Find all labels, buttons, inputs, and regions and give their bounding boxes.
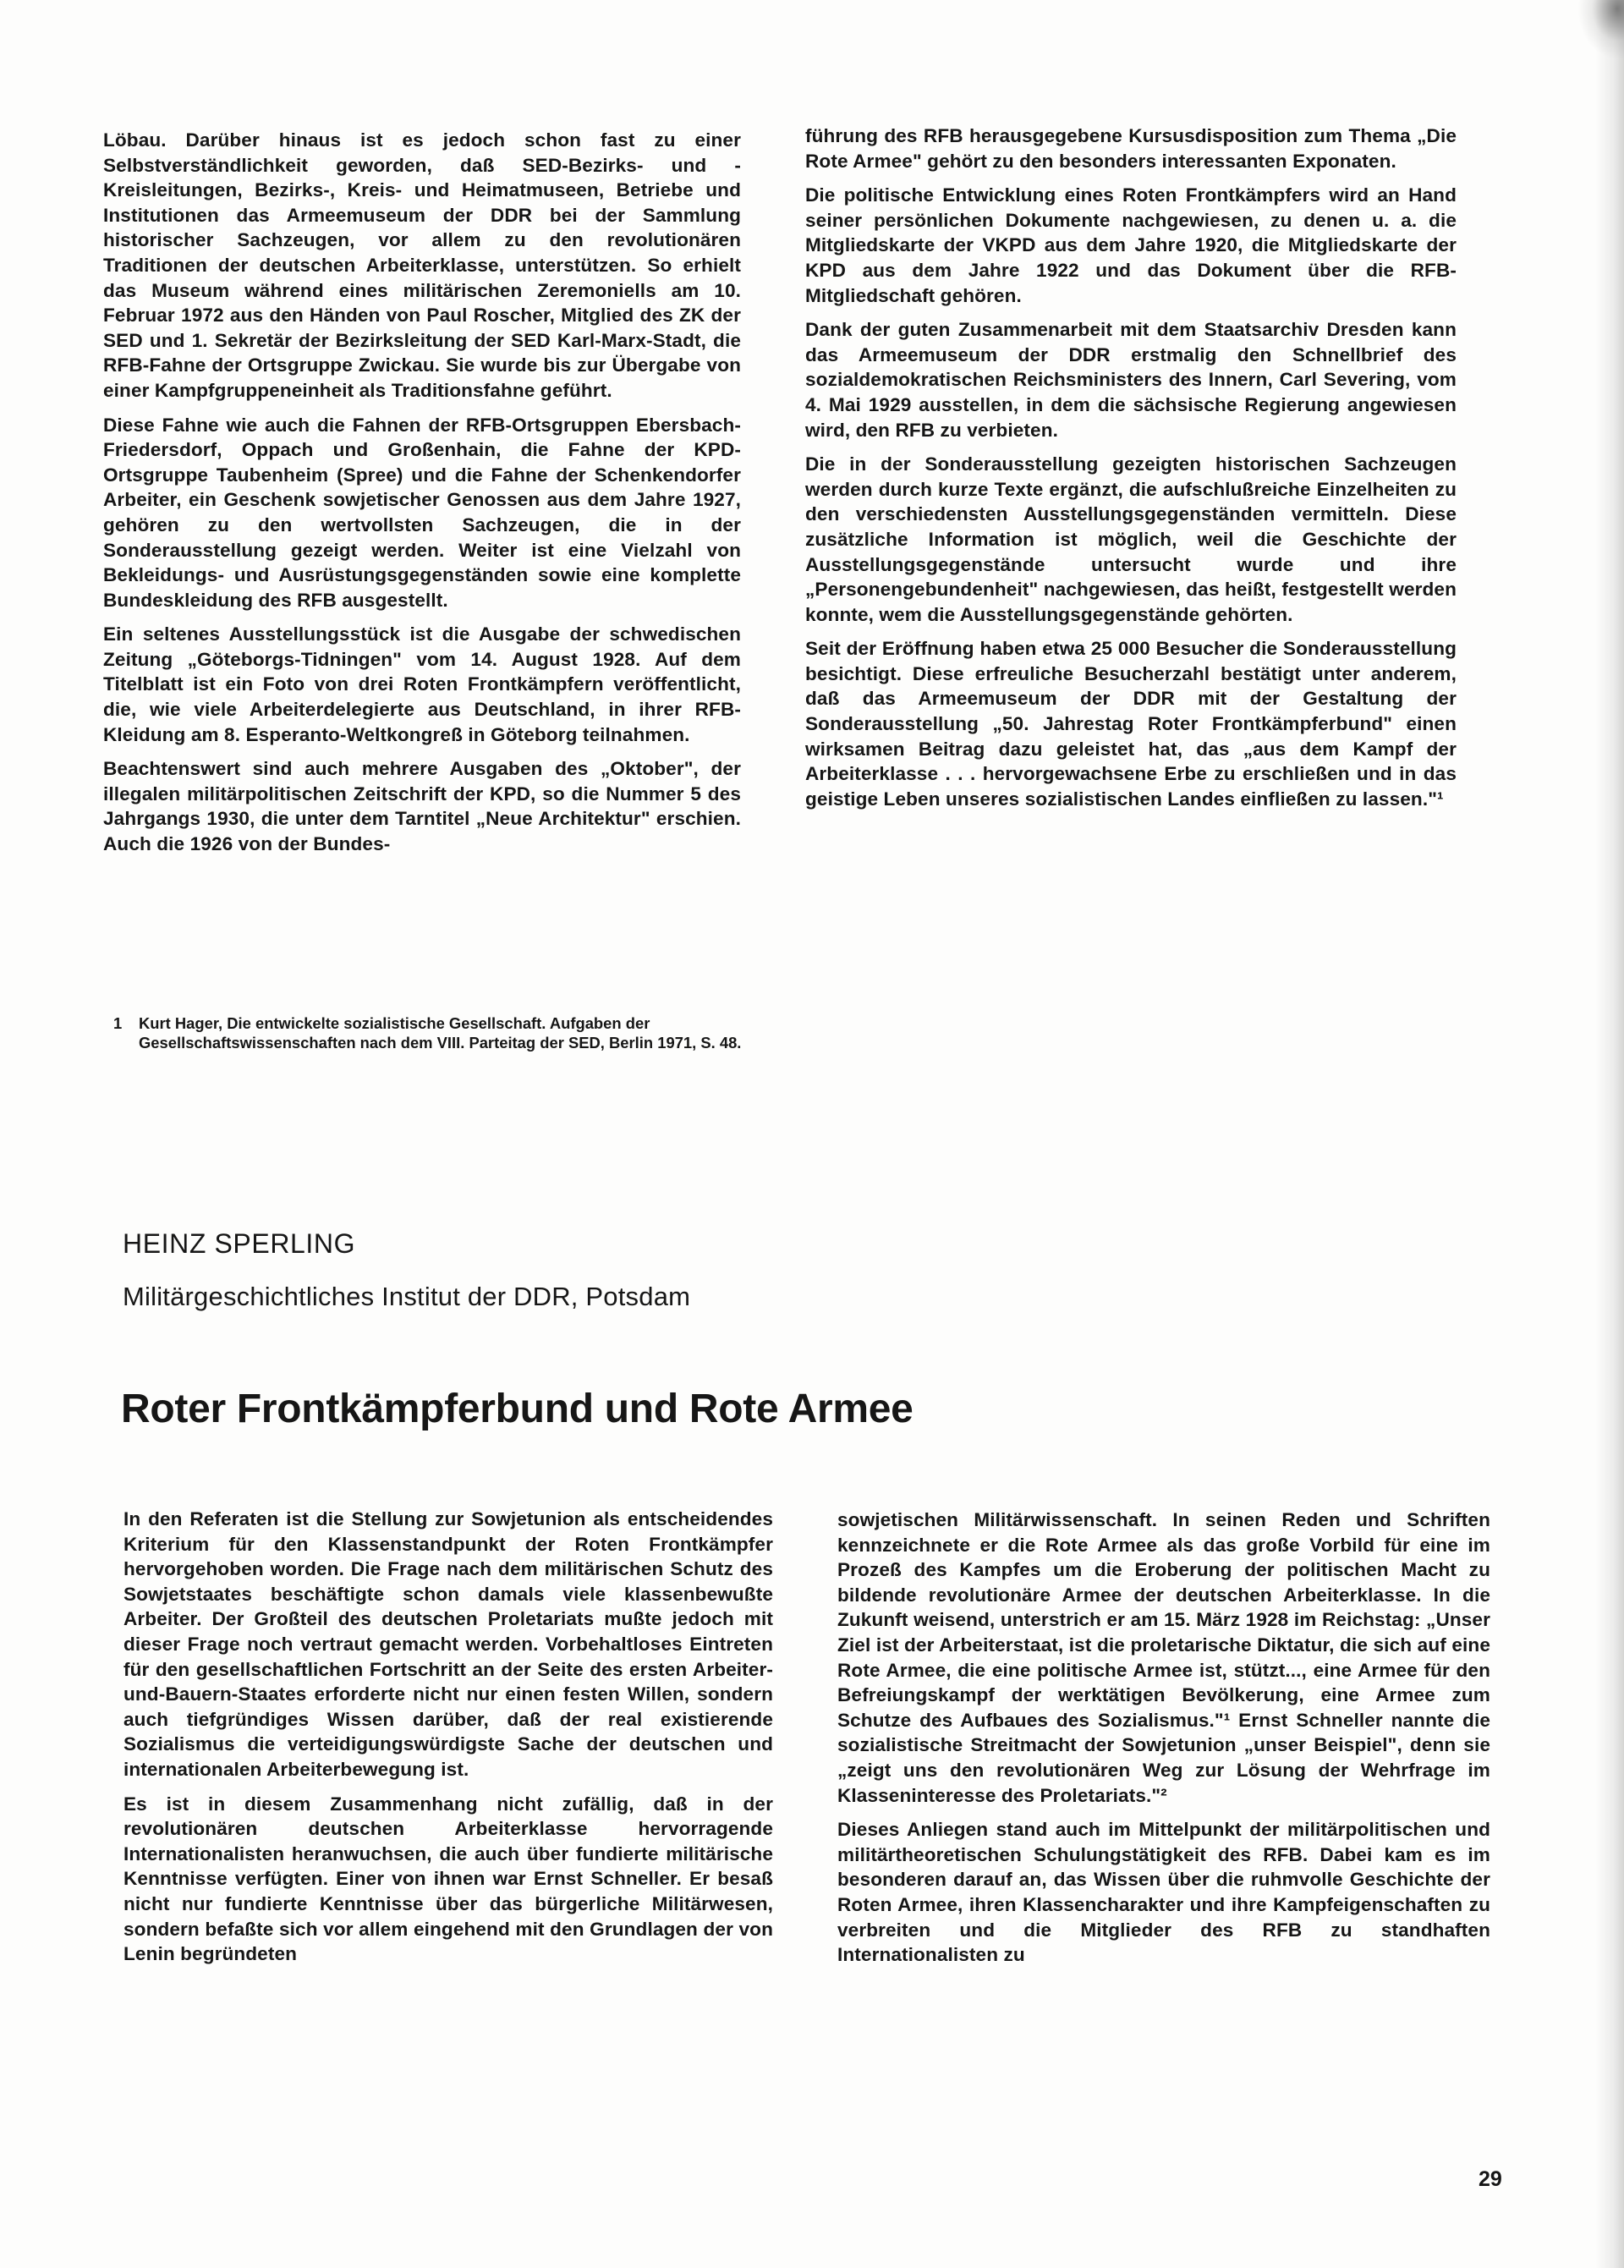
- paragraph: Es ist in diesem Zusammenhang nicht zufällig, daß in der revolutionären deutschen Arbeiterklasse hervorragende Internationalisten heranwuchsen, die auch über fundierte militärische Kenntnisse verfügten. Einer von ihnen war Ernst Schneller. Er besaß nicht nur fundierte Kenntnisse über das bürgerliche Militärwesen, sondern befaßte sich vor allem eingehend mit den Grundlagen der von Lenin begründeten: [123, 1793, 773, 1965]
- scan-speck: [1577, 0, 1624, 59]
- paragraph: Dank der guten Zusammenarbeit mit dem Staatsarchiv Dresden kann das Armeemuseum der DDR erstmalig den Schnellbrief des sozialdemokratischen Reichsministers des Innern, Carl Severing, vom 4. Mai 1929 ausstellen, in dem die sächsische Regierung angewiesen wird, den RFB zu verbieten.: [805, 319, 1457, 441]
- footnote-number: 1: [113, 1014, 123, 1032]
- scan-shadow-edge: [1595, 0, 1624, 2268]
- paragraph: Seit der Eröffnung haben etwa 25 000 Besucher die Sonderausstellung besichtigt. Diese erfreuliche Besucherzahl bestätigt unter anderem, daß das Armeemuseum der DDR mit der Gestaltung der Sonderausstellung „50. Jahrestag Roter Frontkämpferbund" einen wirksamen Beitrag dazu geleistet hat, das „aus dem Kampf der Arbeiterklasse . . . hervorgewachsene Erbe zu erschließen und in das geistige Leben unseres sozialistischen Landes einfließen zu lassen."¹: [805, 638, 1457, 810]
- article-right-column: [837, 1507, 1490, 1977]
- article-title: Roter Frontkämpferbund und Rote Armee: [121, 1387, 914, 1431]
- footnote-text: Kurt Hager, Die entwickelte sozialistische Gesellschaft. Aufgaben der Gesellschaftswissenschaften nach dem VIII. Parteitag der SED, Berlin 1971, S. 48.: [139, 1014, 742, 1052]
- article-author: HEINZ SPERLING: [123, 1228, 356, 1259]
- paragraph: Diese Fahne wie auch die Fahnen der RFB-Ortsgruppen Ebersbach-Friedersdorf, Oppach und Großenhain, die Fahne der KPD-Ortsgruppe Taubenheim (Spree) und die Fahne der Schenkendorfer Arbeiter, ein Geschenk sowjetischer Genossen aus dem Jahre 1927, gehören zu den wertvollsten Sachzeugen, die in der Sonderausstellung gezeigt werden. Weiter ist eine Vielzahl von Bekleidungs- und Ausrüstungsgegenständen sowie eine komplette Bundeskleidung des RFB ausgestellt.: [103, 414, 741, 611]
- paragraph: Ein seltenes Ausstellungsstück ist die Ausgabe der schwedischen Zeitung „Göteborgs-Tidningen" vom 14. August 1928. Auf dem Titelblatt ist ein Foto von drei Roten Frontkämpfern veröffentlicht, die, wie viele Arbeiterdelegierte aus Deutschland, in ihrer RFB-Kleidung am 8. Esperanto-Weltkongreß in Göteborg teilnahmen.: [103, 623, 741, 745]
- article-left-column: [123, 1507, 773, 1976]
- paragraph: Beachtenswert sind auch mehrere Ausgaben des „Oktober", der illegalen militärpolitischen Zeitschrift der KPD, so die Nummer 5 des Jahrgangs 1930, die unter dem Tarntitel „Neue Architektur" erschien. Auch die 1926 von der Bundes-: [103, 758, 741, 855]
- top-right-column: [805, 124, 1457, 821]
- paragraph: Löbau. Darüber hinaus ist es jedoch schon fast zu einer Selbstverständlichkeit geworden, daß SED-Bezirks- und -Kreisleitungen, Bezirks-, Kreis- und Heimatmuseen, Betriebe und Institutionen das Armeemuseum der DDR bei der Sammlung historischer Sachzeugen, vor allem zu den revolutionären Traditionen der deutschen Arbeiterklasse, unterstützen. So erhielt das Museum während eines militärischen Zeremoniells am 10. Februar 1972 aus den Händen von Paul Roscher, Mitglied des ZK der SED und 1. Sekretär der Bezirksleitung der SED Karl-Marx-Stadt, die RFB-Fahne der Ortsgruppe Zwickau. Sie wurde bis zur Übergabe von einer Kampfgruppeneinheit als Traditionsfahne geführt.: [103, 129, 741, 401]
- paragraph: In den Referaten ist die Stellung zur Sowjetunion als entscheidendes Kriterium für den Klassenstandpunkt der Roten Frontkämpfer hervorgehoben worden. Die Frage nach dem militärischen Schutz des Sowjetstaates beschäftigte schon damals viele klassenbewußte Arbeiter. Der Großteil des deutschen Proletariats mußte jedoch mit dieser Frage noch vertraut gemacht werden. Vorbehaltloses Eintreten für den gesellschaftlichen Fortschritt an der Seite des ersten Arbeiter-und-Bauern-Staates erforderte nicht nur einen festen Willen, sondern auch tiefgründiges Wissen darüber, daß der real existierende Sozialismus die verteidigungswürdigste Sache der deutschen und internationalen Arbeiterbewegung ist.: [123, 1508, 773, 1780]
- paragraph: sowjetischen Militärwissenschaft. In seinen Reden und Schriften kennzeichnete er die Rote Armee als das große Vorbild für eine im Prozeß des Kampfes um die Eroberung der politischen Macht zu bildende revolutionäre Armee der deutschen Arbeiterklasse. In die Zukunft weisend, unterstrich er am 15. März 1928 im Reichstag: „Unser Ziel ist der Arbeiterstaat, ist die proletarische Diktatur, die sich auf eine Rote Armee, die eine politische Armee ist, stützt..., eine Armee für den Befreiungskampf der werktätigen Bevölkerung, eine Armee zum Schutze des Aufbaues des Sozialismus."¹ Ernst Schneller nannte die sozialistische Streitmacht der Sowjetunion „unser Beispiel", denn sie „zeigt uns den revolutionären Weg zur Lösung der Wehrfrage im Klasseninteresse des Proletariats."²: [837, 1509, 1490, 1806]
- footnote: [113, 1013, 744, 1052]
- paragraph: führung des RFB herausgegebene Kursusdisposition zum Thema „Die Rote Armee" gehört zu den besonders interessanten Exponaten.: [805, 125, 1457, 172]
- paragraph: Die politische Entwicklung eines Roten Frontkämpfers wird an Hand seiner persönlichen Dokumente nachgewiesen, zu denen u. a. die Mitgliedskarte der VKPD aus dem Jahre 1920, die Mitgliedskarte der KPD aus dem Jahre 1922 und das Dokument über die RFB-Mitgliedschaft gehören.: [805, 184, 1457, 306]
- paragraph: Dieses Anliegen stand auch im Mittelpunkt der militärpolitischen und militärtheoretischen Schulungstätigkeit des RFB. Dabei kam es im besonderen darauf an, das Wissen über die ruhmvolle Geschichte der Roten Armee, ihren Klassencharakter und ihre Kampfeigenschaften zu verbreiten und die Mitglieder des RFB zu standhaften Internationalisten zu: [837, 1819, 1490, 1966]
- paragraph: Die in der Sonderausstellung gezeigten historischen Sachzeugen werden durch kurze Texte ergänzt, die aufschlußreiche Einzelheiten zu den verschiedensten Ausstellungsgegenständen vermitteln. Diese zusätzliche Information ist möglich, weil die Geschichte der Ausstellungsgegenstände untersucht wurde und ihre „Personengebundenheit" nachgewiesen, das heißt, festgestellt werden konnte, wem die Ausstellungsgegenstände gehörten.: [805, 453, 1457, 625]
- top-left-column: [103, 128, 741, 866]
- page-number: 29: [1479, 2167, 1502, 2191]
- article-institution: Militärgeschichtliches Institut der DDR, Potsdam: [123, 1282, 691, 1311]
